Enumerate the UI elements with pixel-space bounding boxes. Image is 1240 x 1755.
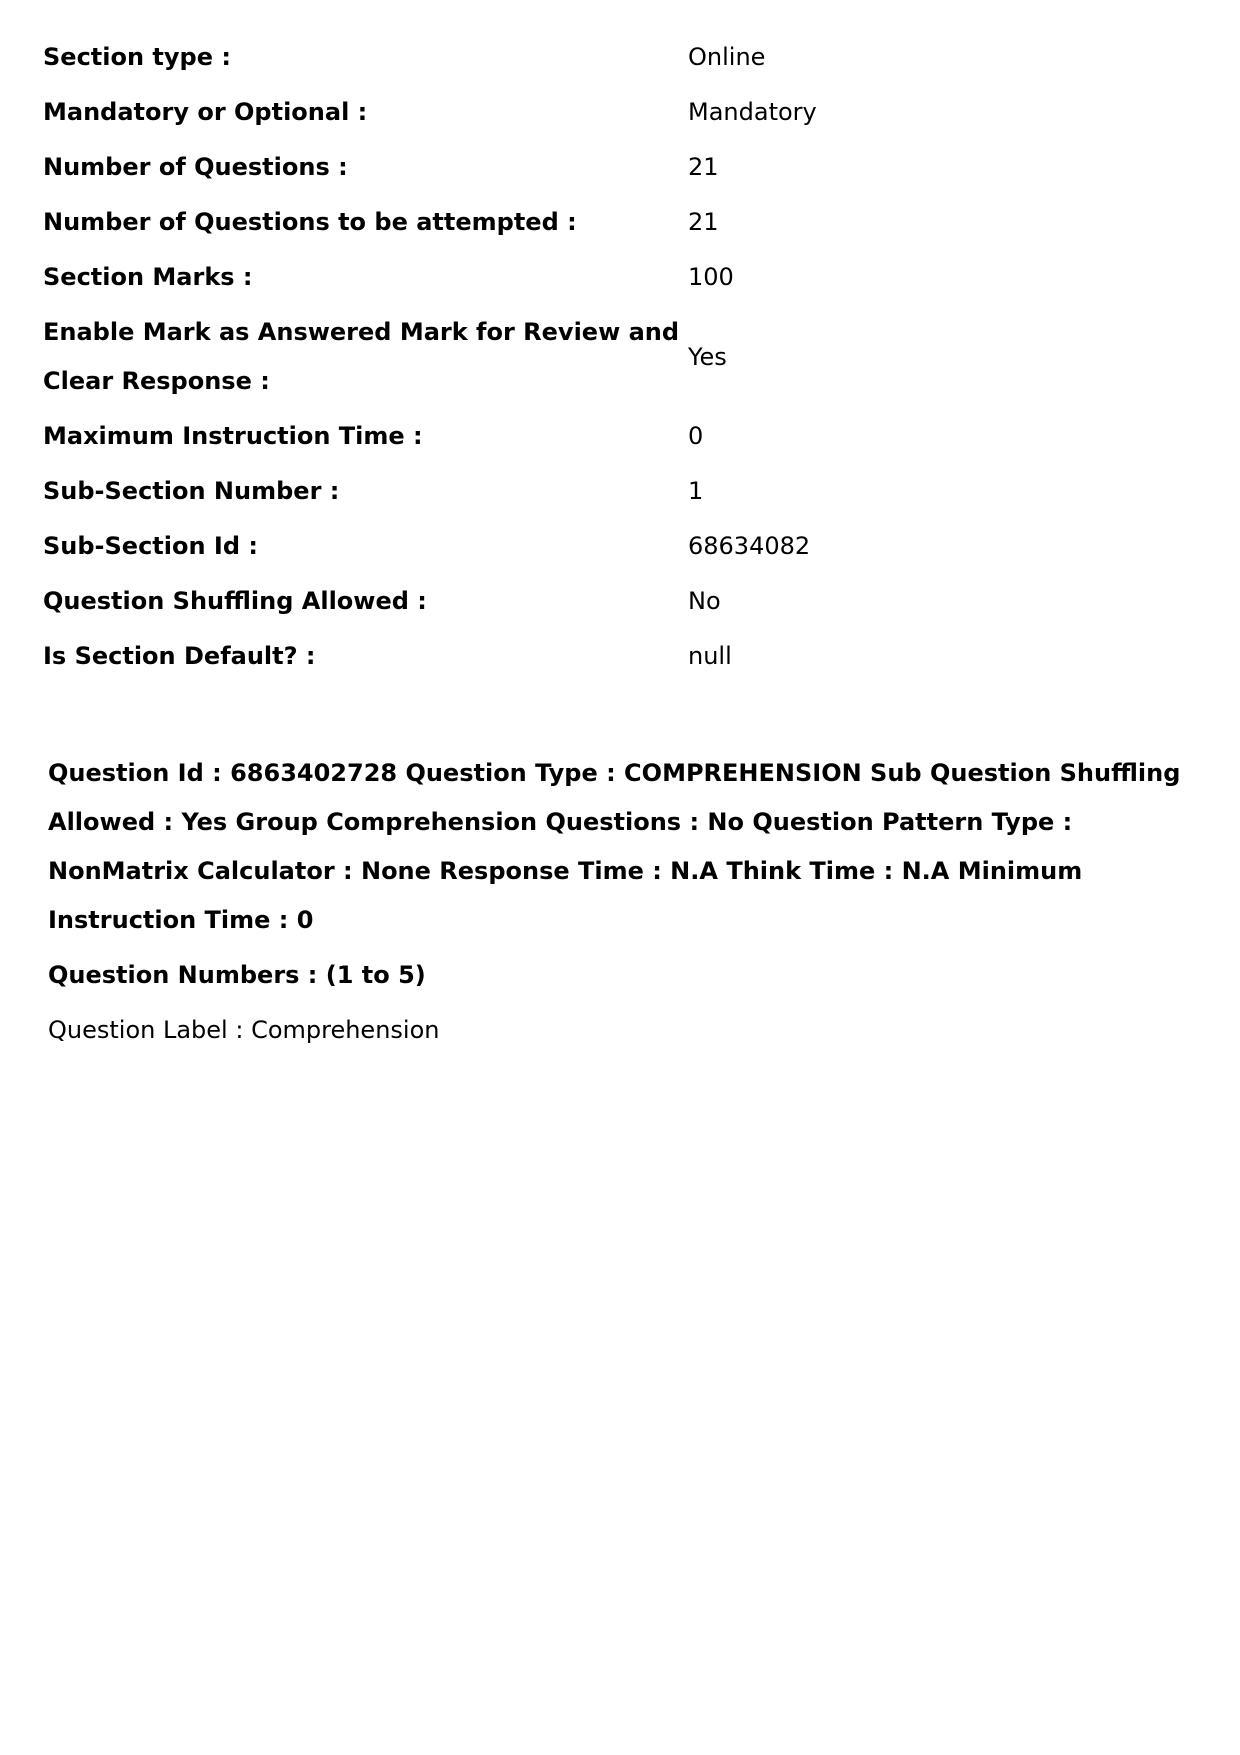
section-default-label: Is Section Default? : bbox=[43, 642, 316, 670]
section-type-label: Section type : bbox=[43, 43, 231, 71]
section-default-value: null bbox=[688, 642, 732, 670]
sub-section-id-value: 68634082 bbox=[688, 532, 811, 560]
questions-to-attempt-label: Number of Questions to be attempted : bbox=[43, 208, 577, 236]
section-marks-value: 100 bbox=[688, 263, 734, 291]
number-of-questions-value: 21 bbox=[688, 153, 719, 181]
section-info-table bbox=[43, 30, 1193, 684]
question-numbers: Question Numbers : (1 to 5) bbox=[48, 961, 426, 989]
question-shuffling-row bbox=[43, 574, 1193, 629]
question-shuffling-value: No bbox=[688, 587, 721, 615]
question-label: Question Label : Comprehension bbox=[48, 1016, 440, 1044]
section-type-row bbox=[43, 30, 1193, 85]
mandatory-label: Mandatory or Optional : bbox=[43, 98, 368, 126]
section-default-row bbox=[43, 629, 1193, 684]
section-marks-row bbox=[43, 250, 1193, 305]
max-instruction-time-row bbox=[43, 409, 1193, 464]
mandatory-row bbox=[43, 85, 1193, 140]
sub-section-id-row bbox=[43, 519, 1193, 574]
enable-mark-row bbox=[43, 305, 1193, 409]
max-instruction-time-label: Maximum Instruction Time : bbox=[43, 422, 423, 450]
questions-to-attempt-value: 21 bbox=[688, 208, 719, 236]
number-of-questions-row bbox=[43, 140, 1193, 195]
enable-mark-label: Enable Mark as Answered Mark for Review and Clear Response : bbox=[43, 318, 680, 395]
sub-section-number-value: 1 bbox=[688, 477, 704, 505]
number-of-questions-label: Number of Questions : bbox=[43, 153, 348, 181]
sub-section-number-label: Sub-Section Number : bbox=[43, 477, 340, 505]
question-meta: Question Id : 6863402728 Question Type : COMPREHENSION Sub Question Shuffling Allowed : Yes Group Comprehension Questions : No Question Pattern Type : NonMatrix Calculator : None Response Time : N.A Think Time : N.A Minimum Instruction Time : 0 bbox=[48, 759, 1181, 934]
questions-to-attempt-row bbox=[43, 195, 1193, 250]
sub-section-number-row bbox=[43, 464, 1193, 519]
enable-mark-value: Yes bbox=[688, 342, 727, 371]
question-block bbox=[48, 749, 1208, 1055]
section-type-value: Online bbox=[688, 43, 766, 71]
max-instruction-time-value: 0 bbox=[688, 422, 704, 450]
section-marks-label: Section Marks : bbox=[43, 263, 253, 291]
question-shuffling-label: Question Shuffling Allowed : bbox=[43, 587, 427, 615]
sub-section-id-label: Sub-Section Id : bbox=[43, 532, 258, 560]
mandatory-value: Mandatory bbox=[688, 98, 817, 126]
